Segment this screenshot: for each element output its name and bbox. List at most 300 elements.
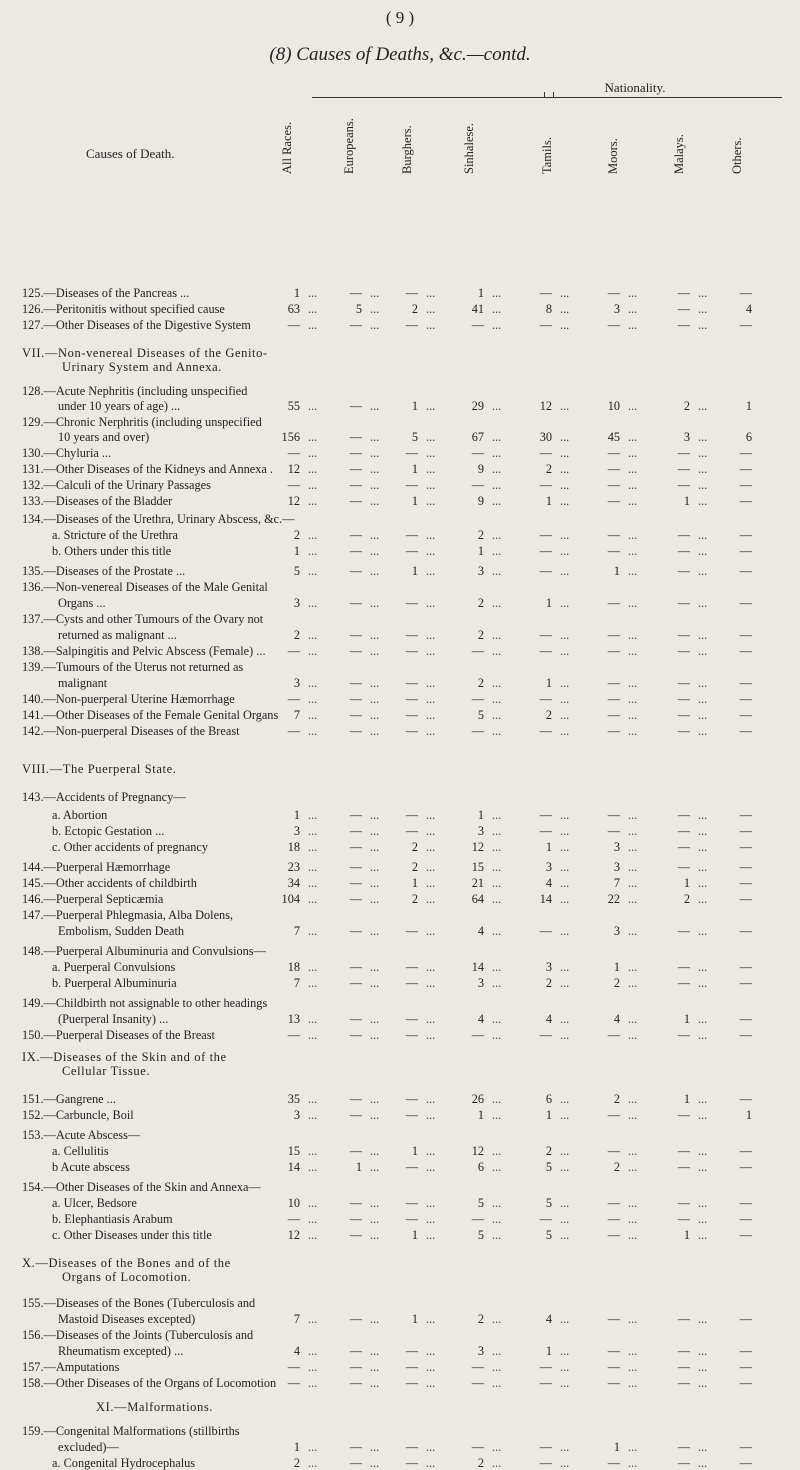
- table-cell: 2: [477, 528, 484, 542]
- table-row: [0, 660, 800, 674]
- table-row: [0, 512, 800, 526]
- leader-dots: ...: [698, 564, 708, 578]
- nationality-brace: [312, 97, 782, 106]
- table-cell: 2: [477, 676, 484, 690]
- row-label: 152.—Carbuncle, Boil: [22, 1108, 134, 1122]
- section-title-line: X.—Diseases of the Bones and of the: [22, 1256, 231, 1270]
- leader-dots: ...: [370, 860, 380, 874]
- leader-dots: ...: [698, 1160, 708, 1174]
- leader-dots: ...: [628, 564, 638, 578]
- leader-dots: ...: [426, 644, 436, 658]
- leader-dots: ...: [308, 1144, 318, 1158]
- table-cell: —: [739, 528, 752, 542]
- leader-dots: ...: [560, 876, 570, 890]
- leader-dots: ...: [370, 724, 380, 738]
- table-cell: 156: [281, 430, 300, 444]
- table-cell: 1: [683, 494, 690, 508]
- table-cell: —: [539, 824, 552, 838]
- table-cell: 7: [293, 924, 300, 938]
- leader-dots: ...: [426, 724, 436, 738]
- leader-dots: ...: [370, 318, 380, 332]
- row-label: 125.—Diseases of the Pancreas ...: [22, 286, 190, 300]
- table-cell: —: [349, 528, 362, 542]
- leader-dots: ...: [628, 544, 638, 558]
- leader-dots: ...: [370, 399, 380, 413]
- table-cell: 45: [607, 430, 620, 444]
- row-label: 150.—Puerperal Diseases of the Breast: [22, 1028, 215, 1042]
- table-cell: 1: [745, 399, 752, 413]
- leader-dots: ...: [426, 1012, 436, 1026]
- table-cell: —: [405, 1160, 418, 1174]
- leader-dots: ...: [560, 286, 570, 300]
- table-cell: —: [349, 960, 362, 974]
- table-cell: —: [405, 628, 418, 642]
- table-cell: —: [607, 1456, 620, 1470]
- table-cell: —: [349, 1012, 362, 1026]
- leader-dots: ...: [698, 1228, 708, 1242]
- table-cell: —: [349, 892, 362, 906]
- leader-dots: ...: [628, 399, 638, 413]
- row-label: 126.—Peritonitis without specified cause: [22, 302, 225, 316]
- table-cell: —: [349, 494, 362, 508]
- table-cell: —: [349, 1344, 362, 1358]
- column-header-others: Others.: [730, 137, 744, 174]
- table-cell: —: [405, 596, 418, 610]
- table-cell: —: [677, 318, 690, 332]
- table-cell: —: [677, 1360, 690, 1374]
- table-cell: 12: [287, 462, 300, 476]
- leader-dots: ...: [628, 1012, 638, 1026]
- table-cell: —: [349, 1092, 362, 1106]
- table-cell: —: [677, 860, 690, 874]
- row-label: 132.—Calculi of the Urinary Passages: [22, 478, 211, 492]
- row-label: 147.—Puerperal Phlegmasia, Alba Dolens,: [22, 908, 234, 922]
- leader-dots: ...: [308, 924, 318, 938]
- table-row: [0, 1196, 800, 1210]
- table-row: [0, 790, 800, 804]
- table-cell: 5: [477, 708, 484, 722]
- leader-dots: ...: [370, 1376, 380, 1390]
- row-label: 133.—Diseases of the Bladder: [22, 494, 173, 508]
- leader-dots: ...: [492, 1228, 502, 1242]
- table-cell: —: [677, 1456, 690, 1470]
- row-label: Embolism, Sudden Death: [58, 924, 185, 938]
- table-row: [0, 1212, 800, 1226]
- leader-dots: ...: [492, 544, 502, 558]
- leader-dots: ...: [560, 1440, 570, 1454]
- leader-dots: ...: [560, 1196, 570, 1210]
- table-cell: —: [405, 1092, 418, 1106]
- table-cell: —: [677, 286, 690, 300]
- leader-dots: ...: [560, 860, 570, 874]
- leader-dots: ...: [628, 644, 638, 658]
- row-label: a. Ulcer, Bedsore: [52, 1196, 137, 1210]
- row-label: 137.—Cysts and other Tumours of the Ovary not: [22, 612, 264, 626]
- leader-dots: ...: [308, 1376, 318, 1390]
- leader-dots: ...: [628, 1092, 638, 1106]
- table-cell: —: [739, 1440, 752, 1454]
- table-cell: —: [739, 924, 752, 938]
- table-cell: —: [739, 1212, 752, 1226]
- table-cell: 2: [477, 628, 484, 642]
- leader-dots: ...: [370, 676, 380, 690]
- table-cell: —: [349, 860, 362, 874]
- leader-dots: ...: [492, 1312, 502, 1326]
- leader-dots: ...: [370, 1228, 380, 1242]
- table-cell: —: [677, 1144, 690, 1158]
- table-cell: —: [405, 544, 418, 558]
- row-label: 139.—Tumours of the Uterus not returned as: [22, 660, 244, 674]
- table-cell: —: [539, 1212, 552, 1226]
- leader-dots: ...: [698, 1212, 708, 1226]
- leader-dots: ...: [308, 286, 318, 300]
- table-cell: —: [677, 692, 690, 706]
- row-label: 145.—Other accidents of childbirth: [22, 876, 197, 890]
- row-label: b Acute abscess: [52, 1160, 130, 1174]
- leader-dots: ...: [560, 644, 570, 658]
- table-row: [0, 528, 800, 542]
- table-cell: —: [471, 1376, 484, 1390]
- leader-dots: ...: [308, 876, 318, 890]
- table-cell: 2: [683, 399, 690, 413]
- section-title-line: Organs of Locomotion.: [62, 1270, 192, 1284]
- table-cell: —: [677, 446, 690, 460]
- table-cell: —: [539, 318, 552, 332]
- table-cell: —: [739, 446, 752, 460]
- table-cell: 3: [477, 564, 484, 578]
- leader-dots: ...: [492, 644, 502, 658]
- leader-dots: ...: [698, 544, 708, 558]
- table-row: [0, 399, 800, 413]
- table-row: [0, 808, 800, 822]
- table-cell: 1: [683, 1228, 690, 1242]
- leader-dots: ...: [560, 1212, 570, 1226]
- column-header-sinhalese: Sinhalese.: [462, 122, 476, 174]
- table-cell: —: [739, 1376, 752, 1390]
- table-row: [0, 596, 800, 610]
- leader-dots: ...: [370, 544, 380, 558]
- leader-dots: ...: [370, 824, 380, 838]
- leader-dots: ...: [628, 960, 638, 974]
- leader-dots: ...: [308, 494, 318, 508]
- table-cell: —: [677, 676, 690, 690]
- table-cell: —: [349, 1144, 362, 1158]
- row-label: 156.—Diseases of the Joints (Tuberculosis and: [22, 1328, 254, 1342]
- table-cell: —: [349, 840, 362, 854]
- table-row: [0, 1344, 800, 1358]
- leader-dots: ...: [492, 860, 502, 874]
- table-cell: —: [349, 1028, 362, 1042]
- table-cell: —: [607, 708, 620, 722]
- leader-dots: ...: [628, 528, 638, 542]
- table-cell: —: [607, 1360, 620, 1374]
- leader-dots: ...: [370, 1456, 380, 1470]
- leader-dots: ...: [426, 564, 436, 578]
- row-label: 138.—Salpingitis and Pelvic Abscess (Female) ...: [22, 644, 266, 658]
- leader-dots: ...: [628, 1360, 638, 1374]
- leader-dots: ...: [426, 1212, 436, 1226]
- table-row: [0, 612, 800, 626]
- table-row: [0, 960, 800, 974]
- table-cell: 3: [613, 860, 620, 874]
- leader-dots: ...: [308, 1160, 318, 1174]
- table-cell: 2: [477, 596, 484, 610]
- table-cell: 7: [293, 976, 300, 990]
- table-cell: 12: [287, 494, 300, 508]
- leader-dots: ...: [370, 1012, 380, 1026]
- table-cell: —: [405, 724, 418, 738]
- leader-dots: ...: [426, 840, 436, 854]
- leader-dots: ...: [628, 708, 638, 722]
- table-cell: —: [739, 544, 752, 558]
- leader-dots: ...: [370, 528, 380, 542]
- column-header-tamils: Tamils.: [540, 137, 554, 174]
- table-cell: 22: [607, 892, 620, 906]
- table-row: [0, 1180, 800, 1194]
- leader-dots: ...: [492, 1360, 502, 1374]
- table-cell: —: [405, 824, 418, 838]
- table-cell: 1: [411, 462, 418, 476]
- leader-dots: ...: [492, 976, 502, 990]
- leader-dots: ...: [560, 1160, 570, 1174]
- table-cell: —: [405, 1012, 418, 1026]
- table-cell: 9: [477, 462, 484, 476]
- table-cell: 1: [477, 1108, 484, 1122]
- leader-dots: ...: [426, 1196, 436, 1210]
- table-cell: —: [539, 528, 552, 542]
- leader-dots: ...: [560, 1376, 570, 1390]
- leader-dots: ...: [370, 462, 380, 476]
- table-cell: —: [607, 676, 620, 690]
- table-cell: —: [405, 808, 418, 822]
- leader-dots: ...: [628, 1440, 638, 1454]
- leader-dots: ...: [308, 1440, 318, 1454]
- table-cell: 1: [293, 544, 300, 558]
- table-cell: —: [677, 1376, 690, 1390]
- leader-dots: ...: [426, 960, 436, 974]
- table-cell: —: [739, 478, 752, 492]
- leader-dots: ...: [308, 1196, 318, 1210]
- table-cell: —: [349, 399, 362, 413]
- leader-dots: ...: [560, 692, 570, 706]
- table-cell: —: [349, 628, 362, 642]
- table-cell: 1: [293, 808, 300, 822]
- table-cell: 2: [683, 892, 690, 906]
- table-cell: —: [405, 1440, 418, 1454]
- table-cell: —: [739, 1456, 752, 1470]
- table-cell: —: [607, 544, 620, 558]
- table-cell: —: [739, 1160, 752, 1174]
- table-cell: 10: [607, 399, 620, 413]
- table-cell: 5: [477, 1196, 484, 1210]
- leader-dots: ...: [628, 494, 638, 508]
- leader-dots: ...: [426, 478, 436, 492]
- row-label: Rheumatism excepted) ...: [58, 1344, 184, 1358]
- table-cell: 1: [355, 1160, 362, 1174]
- table-cell: —: [471, 1440, 484, 1454]
- table-cell: 2: [477, 1456, 484, 1470]
- row-label: c. Other accidents of pregnancy: [52, 840, 209, 854]
- table-cell: 15: [287, 1144, 300, 1158]
- table-cell: 1: [613, 564, 620, 578]
- leader-dots: ...: [628, 1212, 638, 1226]
- leader-dots: ...: [492, 876, 502, 890]
- table-cell: 2: [545, 708, 552, 722]
- leader-dots: ...: [426, 544, 436, 558]
- table-cell: 63: [287, 302, 300, 316]
- table-cell: —: [349, 1376, 362, 1390]
- leader-dots: ...: [560, 676, 570, 690]
- leader-dots: ...: [308, 1360, 318, 1374]
- leader-dots: ...: [492, 824, 502, 838]
- table-row: [0, 1160, 800, 1174]
- leader-dots: ...: [426, 1144, 436, 1158]
- leader-dots: ...: [560, 446, 570, 460]
- row-label: 153.—Acute Abscess—: [22, 1128, 141, 1142]
- table-row: [0, 1108, 800, 1122]
- leader-dots: ...: [308, 1028, 318, 1042]
- leader-dots: ...: [698, 876, 708, 890]
- leader-dots: ...: [560, 462, 570, 476]
- table-cell: —: [607, 462, 620, 476]
- table-row: [0, 478, 800, 492]
- leader-dots: ...: [426, 1344, 436, 1358]
- table-row: [0, 1360, 800, 1374]
- leader-dots: ...: [370, 494, 380, 508]
- leader-dots: ...: [628, 628, 638, 642]
- table-cell: 2: [411, 840, 418, 854]
- table-cell: 6: [545, 1092, 552, 1106]
- table-row: [0, 415, 800, 429]
- table-row: [0, 924, 800, 938]
- table-cell: 1: [613, 960, 620, 974]
- table-cell: 3: [477, 1344, 484, 1358]
- leader-dots: ...: [492, 840, 502, 854]
- table-row: [0, 892, 800, 906]
- leader-dots: ...: [492, 446, 502, 460]
- table-row: [0, 860, 800, 874]
- leader-dots: ...: [560, 1312, 570, 1326]
- leader-dots: ...: [308, 840, 318, 854]
- leader-dots: ...: [628, 924, 638, 938]
- table-cell: 1: [411, 1144, 418, 1158]
- table-cell: 2: [613, 976, 620, 990]
- leader-dots: ...: [426, 302, 436, 316]
- table-row: [0, 708, 800, 722]
- table-cell: 1: [683, 1092, 690, 1106]
- table-cell: —: [677, 544, 690, 558]
- table-cell: 2: [477, 1312, 484, 1326]
- leader-dots: ...: [560, 318, 570, 332]
- leader-dots: ...: [492, 302, 502, 316]
- leader-dots: ...: [628, 892, 638, 906]
- leader-dots: ...: [370, 960, 380, 974]
- table-cell: 104: [281, 892, 300, 906]
- leader-dots: ...: [698, 924, 708, 938]
- table-row: [0, 824, 800, 838]
- table-cell: 15: [471, 860, 484, 874]
- table-cell: 9: [477, 494, 484, 508]
- leader-dots: ...: [370, 286, 380, 300]
- row-label: 10 years and over): [58, 430, 150, 444]
- table-cell: 2: [293, 528, 300, 542]
- leader-dots: ...: [426, 286, 436, 300]
- table-cell: 2: [613, 1160, 620, 1174]
- table-cell: 6: [477, 1160, 484, 1174]
- leader-dots: ...: [628, 724, 638, 738]
- leader-dots: ...: [308, 892, 318, 906]
- table-cell: —: [739, 976, 752, 990]
- leader-dots: ...: [698, 1360, 708, 1374]
- leader-dots: ...: [628, 1028, 638, 1042]
- table-cell: 67: [471, 430, 484, 444]
- table-cell: 3: [293, 676, 300, 690]
- row-label: Organs ...: [58, 596, 106, 610]
- table-cell: —: [349, 676, 362, 690]
- leader-dots: ...: [560, 724, 570, 738]
- table-cell: 3: [545, 960, 552, 974]
- table-row: [0, 1376, 800, 1390]
- row-label: 128.—Acute Nephritis (including unspecified: [22, 384, 248, 398]
- leader-dots: ...: [426, 924, 436, 938]
- table-cell: —: [677, 644, 690, 658]
- leader-dots: ...: [426, 318, 436, 332]
- leader-dots: ...: [698, 596, 708, 610]
- table-row: [0, 908, 800, 922]
- leader-dots: ...: [698, 1376, 708, 1390]
- table-cell: 3: [477, 976, 484, 990]
- table-cell: —: [405, 1196, 418, 1210]
- row-label: 158.—Other Diseases of the Organs of Locomotion: [22, 1376, 277, 1390]
- table-cell: —: [539, 644, 552, 658]
- leader-dots: ...: [308, 808, 318, 822]
- leader-dots: ...: [492, 1012, 502, 1026]
- leader-dots: ...: [492, 808, 502, 822]
- leader-dots: ...: [698, 808, 708, 822]
- subtitle-text: (8) Causes of Deaths, &c.—contd.: [269, 44, 531, 65]
- table-cell: —: [739, 808, 752, 822]
- row-label: excluded)—: [58, 1440, 119, 1454]
- table-cell: —: [287, 1360, 300, 1374]
- leader-dots: ...: [426, 708, 436, 722]
- leader-dots: ...: [308, 724, 318, 738]
- leader-dots: ...: [698, 1144, 708, 1158]
- row-label: 134.—Diseases of the Urethra, Urinary Abscess, &c.—: [22, 512, 295, 526]
- table-cell: —: [677, 840, 690, 854]
- leader-dots: ...: [370, 1440, 380, 1454]
- table-cell: 26: [471, 1092, 484, 1106]
- section-title-line: Cellular Tissue.: [62, 1064, 151, 1078]
- table-cell: —: [349, 976, 362, 990]
- row-label: 129.—Chronic Nerphritis (including unspecified: [22, 415, 262, 429]
- leader-dots: ...: [308, 478, 318, 492]
- leader-dots: ...: [370, 1196, 380, 1210]
- table-cell: —: [405, 286, 418, 300]
- table-row: [0, 384, 800, 398]
- leader-dots: ...: [492, 892, 502, 906]
- table-cell: —: [349, 824, 362, 838]
- table-cell: —: [405, 1456, 418, 1470]
- table-cell: 2: [545, 462, 552, 476]
- table-cell: 12: [287, 1228, 300, 1242]
- row-label: b. Puerperal Albuminuria: [52, 976, 177, 990]
- table-cell: 3: [477, 824, 484, 838]
- table-cell: —: [349, 1360, 362, 1374]
- row-label: b. Ectopic Gestation ...: [52, 824, 165, 838]
- leader-dots: ...: [370, 564, 380, 578]
- table-cell: 12: [471, 1144, 484, 1158]
- leader-dots: ...: [308, 564, 318, 578]
